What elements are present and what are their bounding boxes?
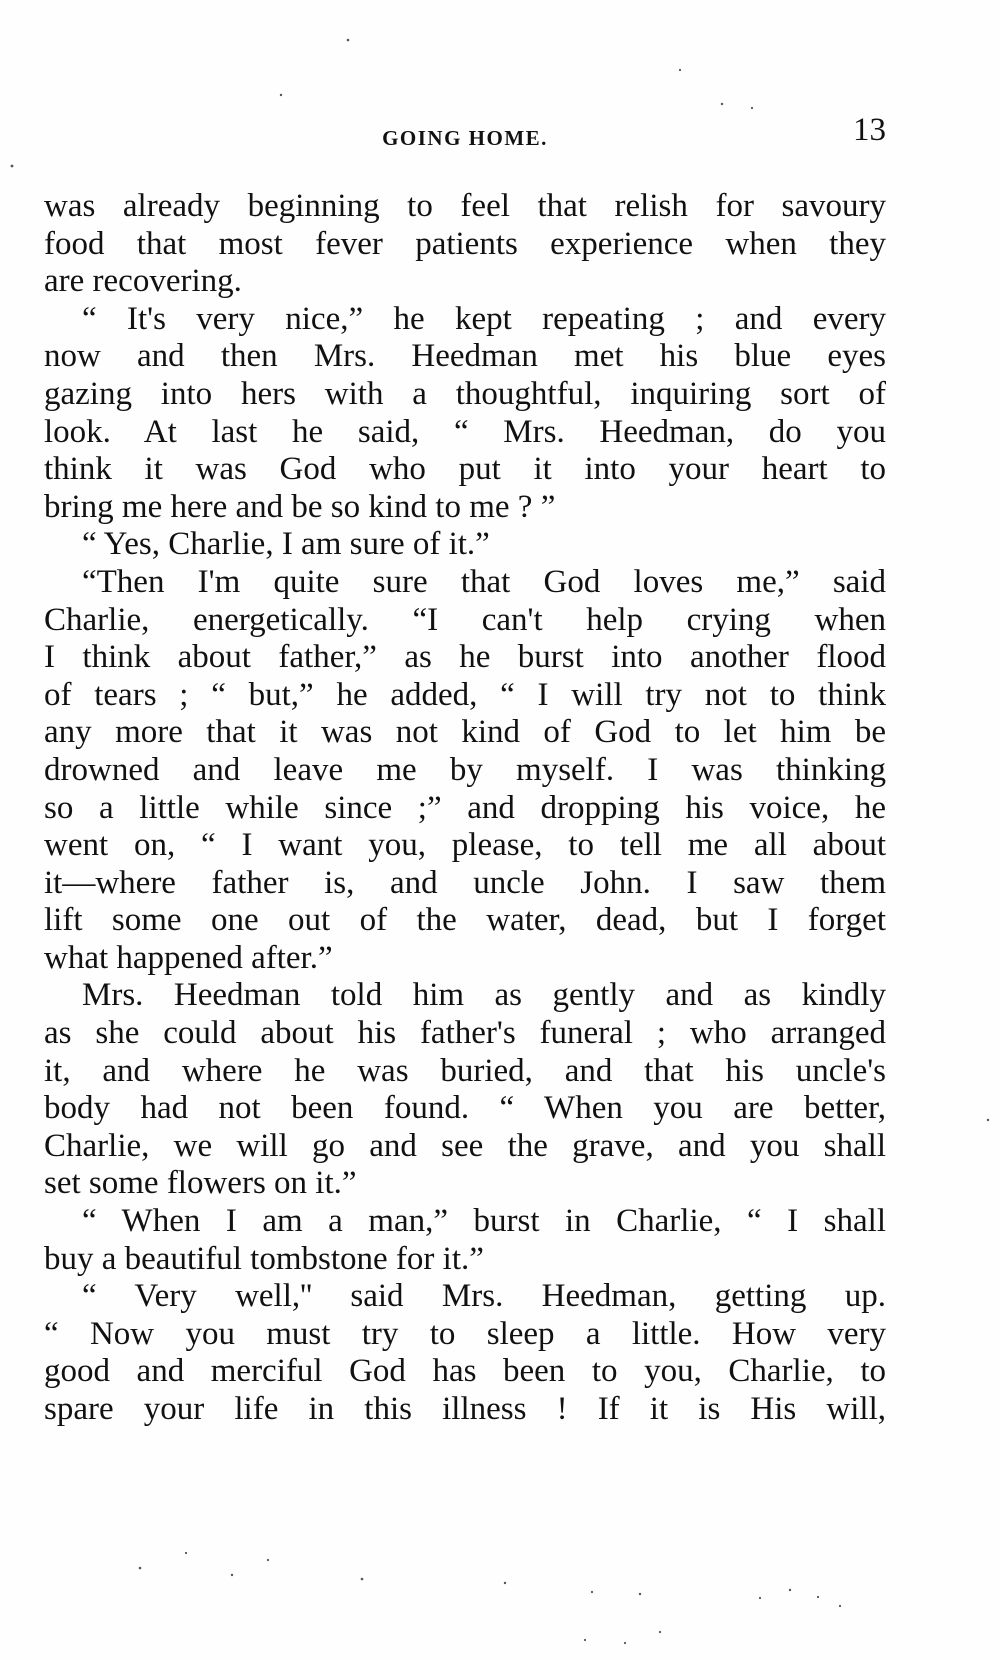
- speck: [584, 1639, 586, 1641]
- speck: [139, 1567, 142, 1570]
- text-line: Charlie, we will go and see the grave, and you shall: [44, 1127, 886, 1164]
- text-line: drowned and leave me by myself. I was thinking: [44, 751, 886, 788]
- speck: [11, 165, 14, 168]
- speck: [759, 1597, 761, 1599]
- text-line: was already beginning to feel that relish for savoury: [44, 188, 886, 224]
- text-line: body had not been found. “ When you are better,: [44, 1090, 886, 1127]
- running-title: GOING HOME.: [382, 126, 548, 150]
- speck: [639, 1593, 641, 1595]
- text-line: set some flowers on it.”: [44, 1165, 357, 1202]
- text-line: “ Now you must try to sleep a little. How very: [44, 1315, 886, 1352]
- speck: [987, 1119, 989, 1121]
- text-line: buy a beautiful tombstone for it.”: [44, 1240, 484, 1277]
- text-line: as she could about his father's funeral ; who arranged: [44, 1015, 886, 1052]
- page-number: 13: [853, 112, 886, 148]
- text-line: it, and where he was buried, and that his uncle's: [44, 1052, 886, 1089]
- text-line: “ When I am a man,” burst in Charlie, “ I shall: [82, 1203, 886, 1240]
- text-line: so a little while since ;” and dropping his voice, he: [44, 789, 886, 826]
- text-line: are recovering.: [44, 263, 242, 300]
- speck: [721, 103, 723, 105]
- text-line: lift some one out of the water, dead, but I forget: [44, 902, 886, 939]
- text-line: gazing into hers with a thoughtful, inquiring sort of: [44, 375, 886, 412]
- text-line: I think about father,” as he burst into another flood: [44, 639, 886, 676]
- speck: [280, 94, 282, 96]
- speck: [789, 1589, 791, 1591]
- text-line: “ It's very nice,” he kept repeating ; and every: [82, 300, 886, 337]
- speck: [659, 1631, 661, 1633]
- speck: [504, 1582, 506, 1584]
- text-line: bring me here and be so kind to me ? ”: [44, 488, 556, 525]
- text-line: what happened after.”: [44, 939, 333, 976]
- body-text: [44, 188, 886, 1429]
- text-line: Mrs. Heedman told him as gently and as kindly: [82, 977, 886, 1014]
- speck: [185, 1552, 187, 1554]
- text-line: food that most fever patients experience when they: [44, 225, 886, 262]
- speck: [347, 39, 350, 42]
- speck: [231, 1574, 233, 1576]
- speck: [591, 1591, 593, 1593]
- running-head: [44, 112, 886, 162]
- speck: [361, 1578, 364, 1581]
- speck: [679, 69, 681, 71]
- text-line: “ Very well,'' said Mrs. Heedman, getting up.: [82, 1278, 886, 1315]
- text-line: look. At last he said, “ Mrs. Heedman, do you: [44, 413, 886, 450]
- text-line: went on, “ I want you, please, to tell me all about: [44, 827, 886, 864]
- speck: [624, 1642, 626, 1644]
- speck: [267, 1559, 269, 1561]
- text-line: it—where father is, and uncle John. I saw them: [44, 864, 886, 901]
- text-line: of tears ; “ but,” he added, “ I will try not to think: [44, 676, 886, 713]
- text-line: “ Yes, Charlie, I am sure of it.”: [82, 526, 490, 563]
- text-line: any more that it was not kind of God to let him be: [44, 714, 886, 751]
- speck: [751, 107, 753, 109]
- text-line: “Then I'm quite sure that God loves me,” said: [82, 563, 886, 600]
- speck: [817, 1596, 819, 1598]
- text-line: now and then Mrs. Heedman met his blue eyes: [44, 338, 886, 375]
- text-line: think it was God who put it into your heart to: [44, 451, 886, 488]
- text-line: Charlie, energetically. “I can't help crying when: [44, 601, 886, 638]
- speck: [839, 1605, 841, 1607]
- text-line: spare your life in this illness ! If it is His will,: [44, 1391, 886, 1427]
- text-line: good and merciful God has been to you, Charlie, to: [44, 1353, 886, 1390]
